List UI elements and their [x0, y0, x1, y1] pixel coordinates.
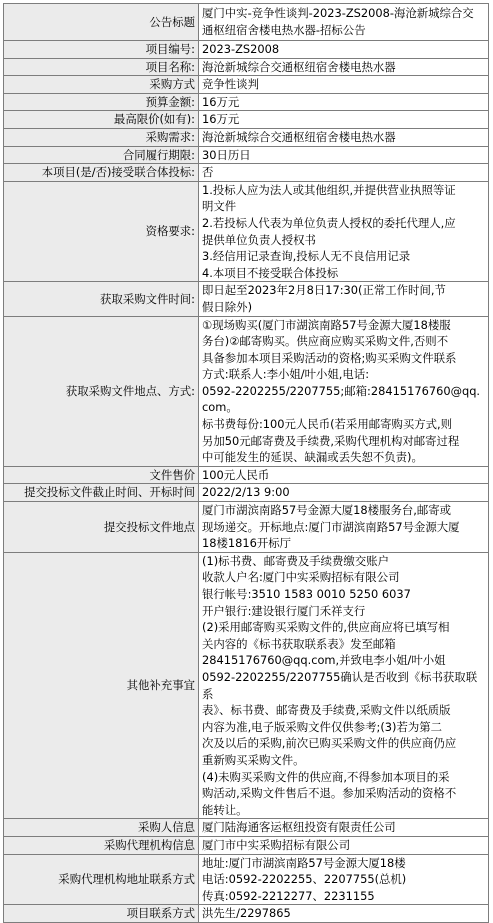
- value-line: 务台)②邮寄购买。供应商应购买采购文件,否则不: [202, 334, 449, 349]
- value-line: 海沧新城综合交通枢纽宿舍楼电热水器: [202, 129, 396, 144]
- value-line: 另加50元邮寄费及手续费,采购代理机构对邮寄过程: [202, 433, 460, 448]
- value-line: 28415176760@qq.com,并致电李小姐/叶小姐: [202, 653, 446, 668]
- label-agency: 采购代理机构信息: [4, 836, 199, 854]
- announcement-sheet: [3, 3, 489, 923]
- row-document-price: [4, 466, 489, 484]
- row-qualification: [4, 181, 489, 282]
- value-line: (2)采用邮寄购买采购文件的,供应商应将已填写相: [202, 620, 450, 635]
- row-project-number: [4, 41, 489, 59]
- row-obtain-place-method: [4, 316, 489, 466]
- value-line: (1)标书费、邮寄费及手续费缴交账户: [202, 553, 389, 568]
- value-line: 2023-ZS2008: [202, 42, 280, 56]
- value-line: 厦门市中实采购招标有限公司: [202, 837, 351, 852]
- row-budget: [4, 93, 489, 111]
- label-budget: 预算金额:: [4, 93, 199, 111]
- label-deadline-opening-time: 提交投标文件截止时间、开标时间: [4, 484, 199, 502]
- label-project-number: 项目编号:: [4, 41, 199, 59]
- row-project-contact: [4, 905, 489, 923]
- value-line: 0592-2202255/2207755;邮箱:28415176760@qq.com。: [202, 383, 481, 415]
- value-line: 洪先生/2297865: [202, 906, 291, 921]
- value-contract-period: [199, 146, 489, 164]
- value-line: 表》、标书费、邮寄费及手续费,采购文件以纸质版: [202, 703, 451, 718]
- announcement-table-body: [4, 4, 489, 923]
- value-requirements: [199, 128, 489, 146]
- value-line: 能转让。: [202, 802, 248, 817]
- value-line: 海沧新城综合交通枢纽宿舍楼电热水器: [202, 59, 396, 74]
- row-title: [4, 4, 489, 41]
- value-line: 银行帐号:3510 1583 0010 5250 6037: [202, 587, 411, 601]
- label-project-contact: 项目联系方式: [4, 905, 199, 923]
- row-max-price: [4, 111, 489, 129]
- label-contract-period: 合同履行期限:: [4, 146, 199, 164]
- value-project-number: [199, 41, 489, 59]
- value-document-price: [199, 466, 489, 484]
- value-line: 收款人户名:厦门中实采购招标有限公司: [202, 570, 400, 585]
- value-line: 假日除外): [202, 299, 253, 314]
- value-line: ①现场购买(厦门市湖滨南路57号金源大厦18楼服: [202, 317, 451, 332]
- value-line: 1.投标人应为法人或其他组织,并提供营业执照等证: [202, 182, 456, 197]
- row-project-name: [4, 58, 489, 76]
- value-line: 具备参加本项目采购活动的资格;购买采购文件联系: [202, 350, 457, 365]
- value-line: 3.经信用记录查询,投标人无不良信用记录: [202, 249, 411, 264]
- label-procurement-method: 采购方式: [4, 76, 199, 94]
- value-line: 关内容的《标书获取联系表》发至邮箱: [202, 636, 396, 651]
- label-obtain-time: 获取采购文件时间:: [4, 282, 199, 316]
- row-deadline-opening-time: [4, 484, 489, 502]
- value-line: 购活动,采购文件售后不退。参加采购活动的资格不: [202, 786, 457, 801]
- label-consortium: 本项目(是/否)接受联合体投标:: [4, 164, 199, 182]
- value-purchaser: [199, 819, 489, 837]
- value-title: [199, 4, 489, 41]
- value-deadline-opening-time: [199, 484, 489, 502]
- label-project-name: 项目名称:: [4, 58, 199, 76]
- value-line: 30日历日: [202, 147, 251, 162]
- row-agency: [4, 836, 489, 854]
- value-line: 竞争性谈判: [202, 77, 259, 92]
- value-line: 4.本项目不接受联合体投标: [202, 265, 339, 280]
- label-max-price: 最高限价(如有):: [4, 111, 199, 129]
- label-document-price: 文件售价: [4, 466, 199, 484]
- value-obtain-place-method: [199, 316, 489, 466]
- label-agency-contact: 采购代理机构地址联系方式: [4, 854, 199, 905]
- value-budget: [199, 93, 489, 111]
- value-line: 厦门中实-竞争性谈判-2023-ZS2008-海沧新城综合交: [202, 6, 474, 21]
- row-contract-period: [4, 146, 489, 164]
- value-consortium: [199, 164, 489, 182]
- value-project-name: [199, 58, 489, 76]
- value-line: 2022/2/13 9:00: [202, 485, 290, 500]
- value-line: 现场递交。开标地点:厦门市湖滨南路57号金源大厦: [202, 519, 460, 534]
- value-project-contact: [199, 905, 489, 923]
- value-line: 内容为准,电子版采购文件仅供参考;(3)若为第二: [202, 719, 443, 734]
- label-title: 公告标题: [4, 4, 199, 41]
- value-max-price: [199, 111, 489, 129]
- label-purchaser: 采购人信息: [4, 819, 199, 837]
- value-line: 否: [202, 165, 214, 180]
- value-line: 16万元: [202, 112, 240, 127]
- value-line: 地址:厦门市湖滨南路57号金源大厦18楼: [202, 855, 406, 870]
- row-agency-contact: [4, 854, 489, 905]
- value-line: 中可能发生的延误、缺漏或丢失恕不负责)。: [202, 450, 423, 465]
- value-line: 次及以后的采购,前次已购买采购文件的供应商仍应: [202, 736, 457, 751]
- announcement-table: [3, 3, 489, 923]
- value-other-matters: [199, 552, 489, 819]
- value-qualification: [199, 181, 489, 282]
- label-qualification: 资格要求:: [4, 181, 199, 282]
- value-line: 厦门陆海通客运枢纽投资有限责任公司: [202, 820, 396, 835]
- value-line: 标书费每份:100元人民币(若采用邮寄购买方式,则: [202, 417, 453, 432]
- value-line: (4)未购买采购文件的供应商,不得参加本项目的采: [202, 769, 450, 784]
- row-obtain-time: [4, 282, 489, 316]
- value-line: 方式:联系人:李小姐/叶小姐,电话:: [202, 367, 370, 382]
- value-line: 提供单位负责人授权书: [202, 232, 316, 247]
- row-other-matters: [4, 552, 489, 819]
- label-requirements: 采购需求:: [4, 128, 199, 146]
- row-requirements: [4, 128, 489, 146]
- value-line: 重新购买采购文件。: [202, 752, 305, 767]
- value-line: 0592-2202255/2207755确认是否收到《标书获取联系: [202, 669, 478, 701]
- row-purchaser: [4, 819, 489, 837]
- value-line: 传真:0592-2212277、2231155: [202, 888, 375, 903]
- value-line: 18楼1816开标厅: [202, 536, 292, 551]
- value-line: 2.若投标人代表为单位负责人授权的委托代理人,应: [202, 215, 456, 230]
- row-consortium: [4, 164, 489, 182]
- value-procurement-method: [199, 76, 489, 94]
- value-line: 厦门市湖滨南路57号金源大厦18楼服务台,邮寄或: [202, 503, 452, 518]
- value-line: 100元人民币: [202, 467, 270, 482]
- value-line: 16万元: [202, 94, 240, 109]
- value-line: 通枢纽宿舍楼电热水器-招标公告: [202, 23, 366, 37]
- value-line: 即日起至2023年2月8日17:30(正常工作时间,节: [202, 283, 446, 298]
- row-submission-place: [4, 502, 489, 553]
- value-submission-place: [199, 502, 489, 553]
- value-agency-contact: [199, 854, 489, 905]
- value-line: 电话:0592-2202255、2207755(总机): [202, 872, 407, 887]
- value-line: 开户银行:建设银行厦门禾祥支行: [202, 603, 366, 618]
- row-procurement-method: [4, 76, 489, 94]
- value-obtain-time: [199, 282, 489, 316]
- label-submission-place: 提交投标文件地点: [4, 502, 199, 553]
- value-line: 明文件: [202, 199, 237, 214]
- label-other-matters: 其他补充事宜: [4, 552, 199, 819]
- value-agency: [199, 836, 489, 854]
- label-obtain-place-method: 获取采购文件地点、方式:: [4, 316, 199, 466]
